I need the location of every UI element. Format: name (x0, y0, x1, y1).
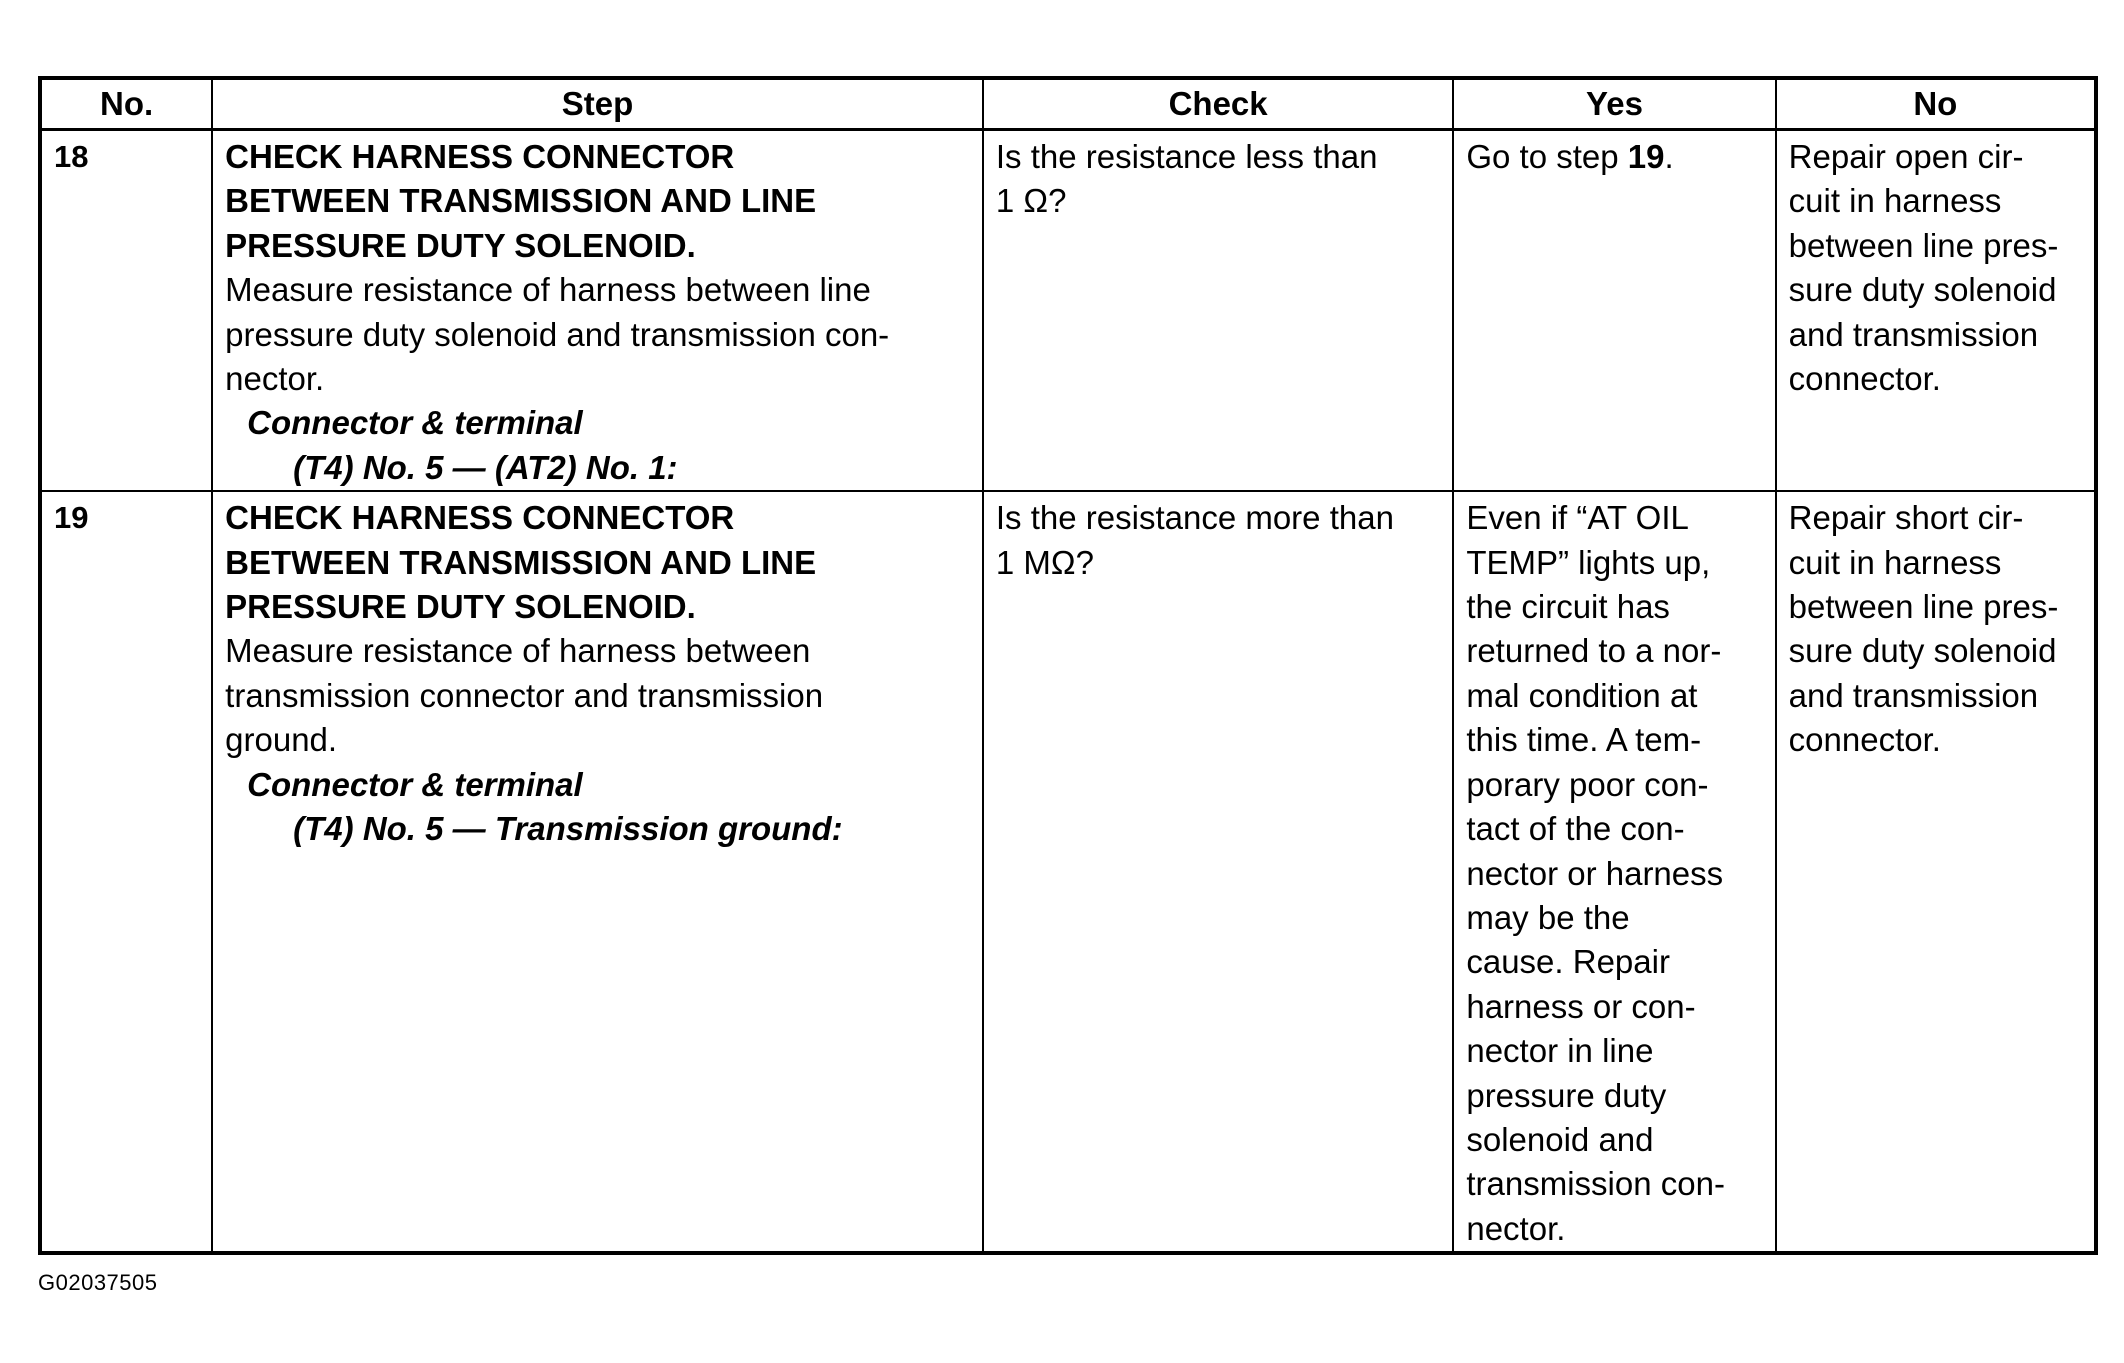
yes-text-line: mal condition at (1466, 676, 1698, 714)
step-title-line: CHECK HARNESS CONNECTOR (225, 499, 735, 537)
yes-prefix: Go to step (1466, 138, 1628, 175)
step-description-line: Measure resistance of harness between (225, 632, 811, 670)
header-yes: Yes (1453, 78, 1775, 130)
yes-text-line: harness or con- (1466, 987, 1696, 1025)
yes-text-line: tact of the con- (1466, 810, 1685, 848)
yes-text-line: nector in line (1466, 1032, 1654, 1070)
step-title-line: BETWEEN TRANSMISSION AND LINE (225, 543, 817, 581)
step-title-line: CHECK HARNESS CONNECTOR (225, 138, 735, 175)
connector-value: (T4) No. 5 — Transmission ground: (293, 810, 843, 848)
check-text-line: 1 MΩ? (995, 543, 1094, 581)
step-description-line: pressure duty solenoid and transmission con- (225, 315, 890, 353)
step-title-line: PRESSURE DUTY SOLENOID. (225, 226, 696, 264)
step-description-line: transmission connector and transmission (225, 676, 824, 714)
yes-text-line: nector. (1466, 1209, 1566, 1247)
yes-step-reference: 19 (1627, 138, 1665, 175)
table-row (40, 491, 2096, 1253)
no-text-line: Repair short cir- (1788, 499, 2024, 537)
step-description-line: nector. (225, 360, 325, 398)
figure-id: G02037505 (38, 1270, 158, 1295)
yes-text-line: porary poor con- (1466, 765, 1709, 803)
no-text-line: connector. (1788, 721, 1941, 759)
yes-text-line: TEMP” lights up, (1466, 543, 1711, 581)
table-header-row (40, 78, 2096, 130)
yes-text-line (1466, 135, 1764, 179)
check-text-line: Is the resistance less than (995, 138, 1378, 175)
yes-text-line: cause. Repair (1466, 943, 1670, 981)
connector-value: (T4) No. 5 — (AT2) No. 1: (293, 448, 678, 486)
step-cell (212, 130, 983, 492)
diagnostic-table (38, 76, 2098, 1255)
check-cell (983, 491, 1453, 1253)
no-text-line: cuit in harness (1788, 543, 2002, 581)
yes-cell (1453, 130, 1775, 492)
header-no: No. (40, 78, 212, 130)
header-check: Check (983, 78, 1453, 130)
yes-suffix: . (1664, 138, 1674, 175)
step-number: 18 (54, 139, 89, 174)
yes-text-line: the circuit has (1466, 588, 1670, 626)
step-number-cell (40, 130, 212, 492)
step-number: 19 (54, 500, 89, 536)
yes-text-line: this time. A tem- (1466, 721, 1702, 759)
check-cell (983, 130, 1453, 492)
table-row (40, 130, 2096, 492)
check-text-line: Is the resistance more than (995, 499, 1394, 537)
no-text-line: between line pres- (1788, 588, 2059, 626)
step-description-line: Measure resistance of harness between line (225, 271, 871, 309)
yes-text-line: may be the (1466, 898, 1630, 936)
no-answer-cell (1776, 491, 2096, 1253)
no-text-line: and transmission (1788, 315, 2039, 353)
no-text-line: sure duty solenoid (1788, 271, 2057, 309)
step-title-line: BETWEEN TRANSMISSION AND LINE (225, 182, 817, 220)
no-text-line: and transmission (1788, 676, 2039, 714)
yes-text-line: solenoid and (1466, 1120, 1654, 1158)
no-text-line: connector. (1788, 360, 1941, 398)
yes-text-line: pressure duty (1466, 1076, 1667, 1114)
connector-label: Connector & terminal (247, 765, 583, 803)
header-no-answer: No (1776, 78, 2096, 130)
no-answer-cell (1776, 130, 2096, 492)
check-text-line: 1 Ω? (995, 182, 1067, 220)
header-step: Step (212, 78, 983, 130)
step-number-cell (40, 491, 212, 1253)
yes-text-line: nector or harness (1466, 854, 1724, 892)
no-text-line: between line pres- (1788, 226, 2059, 264)
yes-text-line: returned to a nor- (1466, 632, 1722, 670)
step-title-line: PRESSURE DUTY SOLENOID. (225, 588, 696, 626)
no-text-line: Repair open cir- (1788, 138, 2024, 175)
no-text-line: cuit in harness (1788, 182, 2002, 220)
no-text-line: sure duty solenoid (1788, 632, 2057, 670)
yes-text-line: transmission con- (1466, 1165, 1725, 1203)
step-description-line: ground. (225, 721, 338, 759)
step-cell (212, 491, 983, 1253)
yes-text-line: Even if “AT OIL (1466, 499, 1689, 537)
yes-cell (1453, 491, 1775, 1253)
connector-label: Connector & terminal (247, 404, 583, 442)
